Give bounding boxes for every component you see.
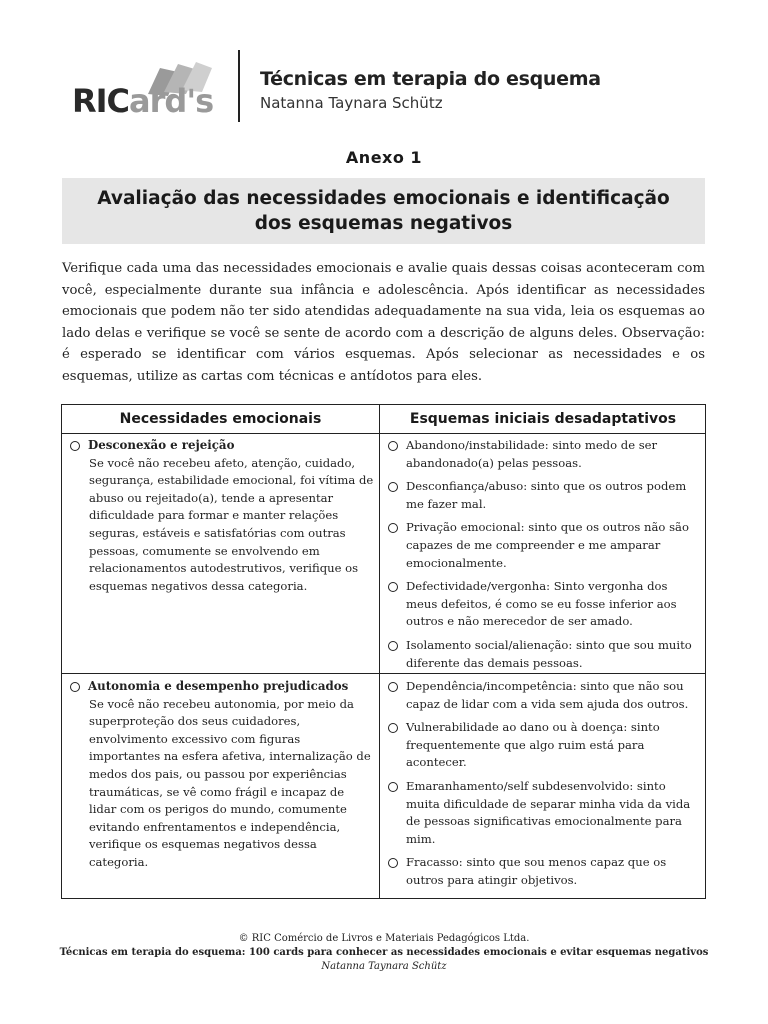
schema-text: Desconfiança/abuso: sinto que os outros podem me fazer mal. — [406, 479, 687, 511]
column-divider — [379, 405, 380, 898]
schema-text: Vulnerabilidade ao dano ou à doença: sinto frequentemente que algo ruim está para acontecer. — [406, 720, 660, 770]
schema-option[interactable] — [388, 678, 704, 713]
footer-book-title: Técnicas em terapia do esquema: 100 cards para conhecer as necessidades emocionais e evitar esquemas negativos — [59, 947, 709, 958]
radio-circle-icon[interactable] — [388, 782, 398, 792]
schema-option[interactable] — [388, 437, 704, 472]
need-label: Desconexão e rejeição — [88, 438, 235, 452]
radio-circle-icon[interactable] — [70, 682, 80, 692]
schema-option[interactable] — [388, 478, 704, 513]
radio-circle-icon[interactable] — [388, 482, 398, 492]
radio-circle-icon[interactable] — [388, 723, 398, 733]
radio-circle-icon[interactable] — [388, 858, 398, 868]
need-option-disconnection[interactable] — [70, 437, 375, 455]
schema-text: Privação emocional: sinto que os outros não são capazes de me compreender e me amparar emocionalmente. — [406, 520, 689, 570]
logo-wordmark — [72, 82, 213, 120]
page-header — [72, 50, 702, 122]
need-cell-autonomy — [70, 678, 375, 872]
footer-author: Natanna Taynara Schütz — [321, 961, 447, 972]
schema-option[interactable] — [388, 519, 704, 572]
logo-part-2: ard's — [129, 82, 214, 120]
title-box — [62, 178, 705, 244]
annex-label: Anexo 1 — [345, 148, 423, 167]
radio-circle-icon[interactable] — [388, 682, 398, 692]
schema-option[interactable] — [388, 854, 704, 889]
radio-circle-icon[interactable] — [388, 523, 398, 533]
schema-option[interactable] — [388, 578, 704, 631]
column-header-schemas: Esquemas iniciais desadaptativos — [409, 411, 677, 427]
need-description: Se você não recebeu autonomia, por meio da superproteção dos seus cuidadores, envolvimento excessivo com figuras importantes na esfera afetiva, internalização de medos dos pais, ou passou por experiências traumáticas, se vê como frágil e incapaz de lidar com os perigos do mundo, comumente evitando enfrentamentos e independência, verifique os esquemas negativos dessa categoria. — [89, 696, 371, 869]
schema-option[interactable] — [388, 778, 704, 848]
intro-paragraph: Verifique cada uma das necessidades emocionais e avalie quais dessas coisas aconteceram com você, especialmente durante sua infância e adolescência. Após identificar as necessidades emocionais que podem não ter sido atendidas adequadamente na sua vida, leia os esquemas ao lado delas e verifique se você se sente de acordo com a descrição de alguns deles. Observação: é esperado se identificar com vários esquemas. Após selecionar as necessidades e os esquemas, utilize as cartas com técnicas e antídotos para eles. — [62, 261, 705, 384]
book-author: Natanna Taynara Schütz — [260, 94, 443, 112]
need-label: Autonomia e desempenho prejudicados — [88, 679, 349, 693]
need-description: Se você não recebeu afeto, atenção, cuidado, segurança, estabilidade emocional, foi vítima de abuso ou rejeitado(a), tende a apresentar dificuldade para formar e manter relações seguras, estáveis e satisfatórias com outras pessoas, comumente se envolvendo em relacionamentos autodestrutivos, verifique os esquemas negativos dessa categoria. — [89, 455, 374, 593]
row-divider — [62, 673, 705, 674]
header-row-divider — [62, 433, 705, 434]
header-divider — [238, 50, 240, 122]
schema-option[interactable] — [388, 637, 704, 672]
schema-option[interactable] — [388, 719, 704, 772]
column-header-needs: Necessidades emocionais — [119, 411, 322, 427]
schema-text: Emaranhamento/self subdesenvolvido: sinto muita dificuldade de separar minha vida da vida de pessoas significativas emocionalmente para mim. — [406, 778, 691, 846]
logo-part-1: RIC — [72, 82, 130, 120]
page-title: Avaliação das necessidades emocionais e identificação dos esquemas negativos — [97, 188, 670, 234]
schema-list-autonomy — [388, 678, 704, 896]
schema-text: Defectividade/vergonha: Sinto vergonha dos meus defeitos, é como se eu fosse inferior aos outros e não merecedor de ser amado. — [406, 579, 677, 629]
assessment-table — [61, 404, 706, 899]
need-option-autonomy[interactable] — [70, 678, 375, 696]
schema-text: Dependência/incompetência: sinto que não sou capaz de lidar com a vida sem ajuda dos outros. — [406, 679, 689, 711]
radio-circle-icon[interactable] — [388, 641, 398, 651]
schema-text: Isolamento social/alienação: sinto que sou muito diferente das demais pessoas. — [406, 637, 692, 670]
radio-circle-icon[interactable] — [388, 441, 398, 451]
book-title: Técnicas em terapia do esquema — [260, 68, 601, 90]
schema-text: Fracasso: sinto que sou menos capaz que os outros para atingir objetivos. — [406, 855, 667, 887]
radio-circle-icon[interactable] — [388, 582, 398, 592]
radio-circle-icon[interactable] — [70, 441, 80, 451]
need-cell-disconnection — [70, 437, 375, 595]
page-footer — [0, 932, 768, 974]
footer-copyright: © RIC Comércio de Livros e Materiais Pedagógicos Ltda. — [238, 933, 530, 944]
schema-list-disconnection — [388, 437, 704, 678]
publisher-logo — [72, 60, 222, 120]
schema-text: Abandono/instabilidade: sinto medo de ser abandonado(a) pelas pessoas. — [406, 438, 658, 470]
